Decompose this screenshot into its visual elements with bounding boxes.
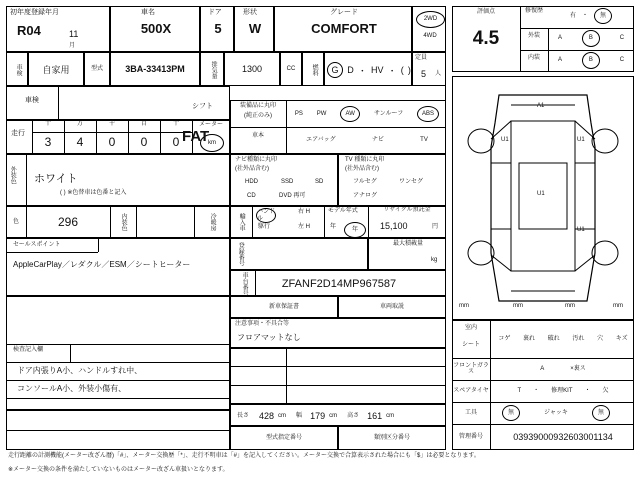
color-label: 外装色 (9, 166, 16, 184)
nav-hdd: HDD (245, 179, 258, 185)
width-value: 179 (310, 411, 326, 421)
footer-line-1: 走行距離の計測機能(メーター改ざん暦)「#」、メーター交換歴「*」、走行不明車は「#」を記入してください。メーター交換で合算表示された場合にも「$」は必要となります。 (8, 453, 480, 459)
warranty-label: 新車保証書 (268, 303, 299, 310)
import-label: 輸入車 (238, 213, 245, 231)
model-value-cell (110, 52, 200, 86)
shape-value: W (248, 21, 262, 36)
frame-label: 車台番号 (241, 272, 248, 296)
sales-panel (6, 238, 230, 296)
color-code-value: 296 (57, 215, 79, 229)
equip-aw-circled: AW (340, 106, 360, 122)
seats-cell (412, 52, 446, 86)
repair-no-circled: 無 (594, 8, 612, 24)
maint-label: 車両取説 (379, 303, 404, 310)
diagram-mm-left: mm (459, 303, 469, 309)
car-name-value: 500X (140, 21, 172, 36)
equipment-title: 装備品に丸印 (239, 103, 276, 109)
model-label: 型式 (90, 65, 103, 72)
tool-value-circled: 無 (502, 405, 520, 421)
spare-label: スペアタイヤ (453, 387, 489, 394)
rating-value: 4.5 (472, 28, 500, 49)
height-label: 高さ (347, 412, 360, 419)
fuel-opt-g: G (327, 62, 343, 78)
equipment-body-label: 車本 (251, 133, 264, 139)
reg-month-value: 11 (69, 29, 79, 39)
nav-cd: CD (247, 193, 256, 199)
drive-cell (412, 6, 446, 52)
shape-label: 形状 (243, 9, 257, 16)
handle-left: 左 H (298, 224, 311, 230)
interior-a: A (557, 57, 562, 64)
drive-4wd: 4WD (423, 33, 437, 39)
tv-note: (社外品含む) (345, 166, 379, 172)
fuel-paren-open: ( (400, 65, 404, 75)
glass-label: フロントガラス (453, 362, 489, 375)
fuel-sep2: ・ (387, 65, 397, 76)
disp-label-cell (200, 52, 224, 86)
grade-cell (274, 6, 412, 52)
warranty-cell (230, 296, 338, 318)
spare-kit: 修理KIT (551, 387, 573, 394)
height-unit: cm (386, 412, 395, 419)
disp-value-cell (224, 52, 280, 86)
tv-analog: アナログ (353, 193, 378, 199)
seat-label: シート (461, 342, 480, 348)
height-value: 161 (367, 411, 383, 421)
nav-sd: SD (315, 179, 324, 185)
interior-label: 内装 (527, 55, 540, 61)
inspection-line-2: コンソールA小、外装小傷有、 (17, 384, 127, 393)
equip-sunroof: サンルーフ (373, 110, 404, 117)
rating-label: 評価点 (476, 9, 495, 15)
room-label: 室内 (464, 325, 477, 331)
repair-dot: ・ (582, 12, 589, 19)
reg-date-cell (6, 6, 110, 52)
car-outline-diagram (453, 77, 633, 319)
use-value: 自家用 (42, 64, 70, 75)
max-load-panel (368, 238, 446, 270)
exterior-b-circled: B (582, 30, 600, 47)
fuel-options-cell (324, 52, 412, 86)
car-name-label: 車名 (141, 9, 155, 16)
cond-koge: コゲ (498, 335, 511, 342)
class-no-label: 類別区分番号 (373, 434, 410, 441)
interior-b-circled: B (582, 52, 600, 69)
mileage-unit-km: km (200, 134, 224, 152)
digit-2: 0 (108, 135, 116, 149)
equipment-title2: (純正のみ) (244, 113, 272, 119)
diagram-label-u1-a: U1 (501, 137, 509, 143)
grade-label: グレード (330, 9, 358, 16)
digit-label-2: 千 (108, 121, 115, 127)
tv-panel (338, 154, 446, 206)
reg-year-value: R04 (17, 23, 41, 38)
tv-title: TV 種類に丸印 (345, 157, 385, 163)
type-desig-label: 型式指定番号 (265, 434, 302, 441)
footer-line-2: ※メーター交換の条件を満たしていないものはメーター改ざん車扱いとなります。 (8, 467, 229, 473)
reg-date-label: 初年度登録年月 (10, 9, 59, 16)
spare-t: T (517, 387, 522, 394)
type-desig-cell (230, 426, 338, 450)
class-no-cell (338, 426, 446, 450)
model-year-label: モデル年式 (328, 208, 358, 214)
equip-pw: PW (316, 110, 327, 117)
cond-ure: 裏れ (523, 335, 536, 342)
door-label: ドア (208, 9, 222, 16)
caution-label: 注意事項・不具合等 (235, 321, 290, 327)
diagram-label-u1-c: U1 (537, 191, 545, 197)
notes-grid (230, 348, 446, 404)
nav-dvd: DVD 再可 (279, 193, 306, 199)
digit-label-4: 十 (172, 121, 179, 127)
size-panel (230, 404, 446, 426)
color-value: ホワイト (34, 173, 78, 185)
cond-kizu: キズ (615, 335, 628, 342)
seats-label: 定員 (415, 55, 428, 61)
disp-unit: CC (286, 65, 296, 72)
shape-cell (234, 6, 274, 52)
reg-month-unit: 月 (69, 43, 76, 49)
cond-ana: 穴 (597, 335, 604, 342)
cond-yogore: 汚れ (572, 335, 585, 342)
model-year-unit: 年 (330, 224, 337, 230)
spare-dot1: ・ (533, 387, 540, 394)
drive-2wd-circled: 2WD (416, 11, 445, 28)
model-year-month: 年 (344, 222, 366, 238)
digit-4: 0 (172, 135, 180, 149)
jack-value-circled: 無 (592, 405, 610, 421)
door-value: 5 (214, 21, 222, 36)
recycle-unit: 円 (432, 224, 439, 230)
mgmt-label: 管理番号 (458, 433, 483, 440)
fuel-paren-close: ) (407, 65, 411, 75)
width-label: 幅 (296, 412, 303, 419)
max-load-unit: kg (431, 257, 438, 263)
tool-label: 工具 (464, 409, 477, 416)
equip-abs-circled: ABS (417, 106, 439, 122)
mileage-unit-top: メーター (198, 122, 223, 128)
sales-text: AppleCarPlay／レダクル／ESM／シートヒーター (13, 260, 191, 269)
disp-value: 1300 (241, 64, 263, 74)
reg-no-panel (230, 238, 368, 270)
digit-label-0: 十 (44, 121, 51, 127)
equip-ps: PS (294, 110, 303, 117)
diagram-mm-right: mm (613, 303, 623, 309)
mgmt-value: 03939000932603001134 (513, 432, 613, 442)
model-label-cell (84, 52, 110, 86)
ac-label: 冷暖房 (209, 213, 216, 231)
fuel-opt-hv: HV (370, 65, 384, 75)
nav-note: (社外品含む) (235, 166, 269, 172)
car-name-cell (110, 6, 200, 52)
car-diagram-panel (452, 76, 634, 320)
inspection-panel (6, 296, 230, 410)
equip-tv: TV (420, 137, 428, 144)
fuel-label-cell (302, 52, 324, 86)
repair-label: 修復歴 (524, 8, 543, 14)
exterior-label: 外装 (527, 33, 540, 39)
use-label: 車検 (15, 64, 22, 76)
digit-label-3: 百 (140, 121, 147, 127)
color-code-label: 色 (12, 218, 19, 225)
nav-panel (230, 154, 338, 206)
frame-value: ZFANF2D14MP967587 (281, 278, 397, 290)
glass-a: A (540, 365, 545, 372)
reg-no-label: 登録番号 (237, 242, 244, 266)
seats-unit: 人 (435, 71, 442, 77)
nav-title: ナビ種類に丸印 (235, 157, 278, 163)
length-unit: cm (278, 412, 287, 419)
exterior-a: A (557, 35, 562, 42)
caution-value: フロアマットなし (237, 333, 301, 342)
length-label: 長さ (237, 412, 250, 419)
disp-unit-cell (280, 52, 302, 86)
nav-ssd: SSD (281, 179, 294, 185)
diagram-label-u1-b: U1 (577, 137, 585, 143)
inspection-line-1: ドア内張りA小、ハンドルすれ中、 (17, 366, 143, 375)
frame-panel (230, 270, 446, 296)
digit-label-1: 万 (76, 121, 83, 127)
use-label-cell (6, 52, 28, 86)
grade-value: COMFORT (311, 21, 377, 36)
sales-label: セールスポイント (13, 242, 61, 248)
diagram-mm-mid2: mm (565, 303, 575, 309)
maint-cell (338, 296, 446, 318)
wheel-label: 車検 (25, 97, 39, 104)
door-cell (200, 6, 234, 52)
digit-3: 0 (140, 135, 148, 149)
tv-fullseg: フルセグ (353, 179, 377, 185)
spare-dot2: ・ (584, 387, 591, 394)
drive-label: 駆行 (258, 224, 271, 230)
equip-airbag: エアバッグ (306, 137, 336, 144)
diagram-mm-mid: mm (513, 303, 523, 309)
fuel-opt-d: D (347, 65, 354, 75)
shift-value: FAT (182, 128, 210, 145)
interior-c: C (619, 57, 625, 64)
glass-x: ×裏ス (570, 365, 586, 372)
cond-yabure: 破れ (547, 335, 560, 342)
fuel-sep1: ・ (357, 65, 367, 76)
handle-right: 右 H (298, 209, 311, 215)
inspection-label: 検査記入欄 (13, 347, 44, 353)
caution-cell (230, 318, 446, 348)
diagram-label-a1: A1 (537, 103, 545, 109)
recycle-value: 15,100 (380, 221, 408, 231)
exterior-c: C (619, 35, 625, 42)
max-load-label: 最大積載量 (392, 241, 423, 247)
jack-label: ジャッキ (544, 409, 568, 416)
recycle-label: リサイクル預託金 (383, 207, 431, 213)
shift-label: シフト (192, 103, 213, 110)
disp-label: 排気量 (210, 61, 217, 79)
interior-color-label: 内装色 (120, 213, 127, 231)
tv-oneseg: ワンセグ (399, 179, 424, 185)
use-value-cell (28, 52, 84, 86)
model-value: 3BA-33413PM (125, 64, 185, 74)
fuel-label: 燃料 (311, 64, 318, 76)
mileage-label: 走行 (11, 130, 25, 137)
frame-label-cell (230, 270, 256, 296)
spare-none: 欠 (602, 387, 609, 394)
diagram-label-u1-d: U1 (577, 227, 585, 233)
width-unit: cm (329, 412, 338, 419)
digit-1: 4 (76, 135, 84, 149)
handle-icon: ハンドル (257, 209, 276, 222)
digit-0: 3 (44, 135, 52, 149)
equip-navi: ナビ (371, 137, 384, 144)
seats-value: 5 (421, 69, 427, 79)
length-value: 428 (259, 411, 275, 421)
color-note: ( ) ※色替車は色番と記入 (60, 190, 127, 196)
repair-yes: 有 (569, 12, 576, 19)
